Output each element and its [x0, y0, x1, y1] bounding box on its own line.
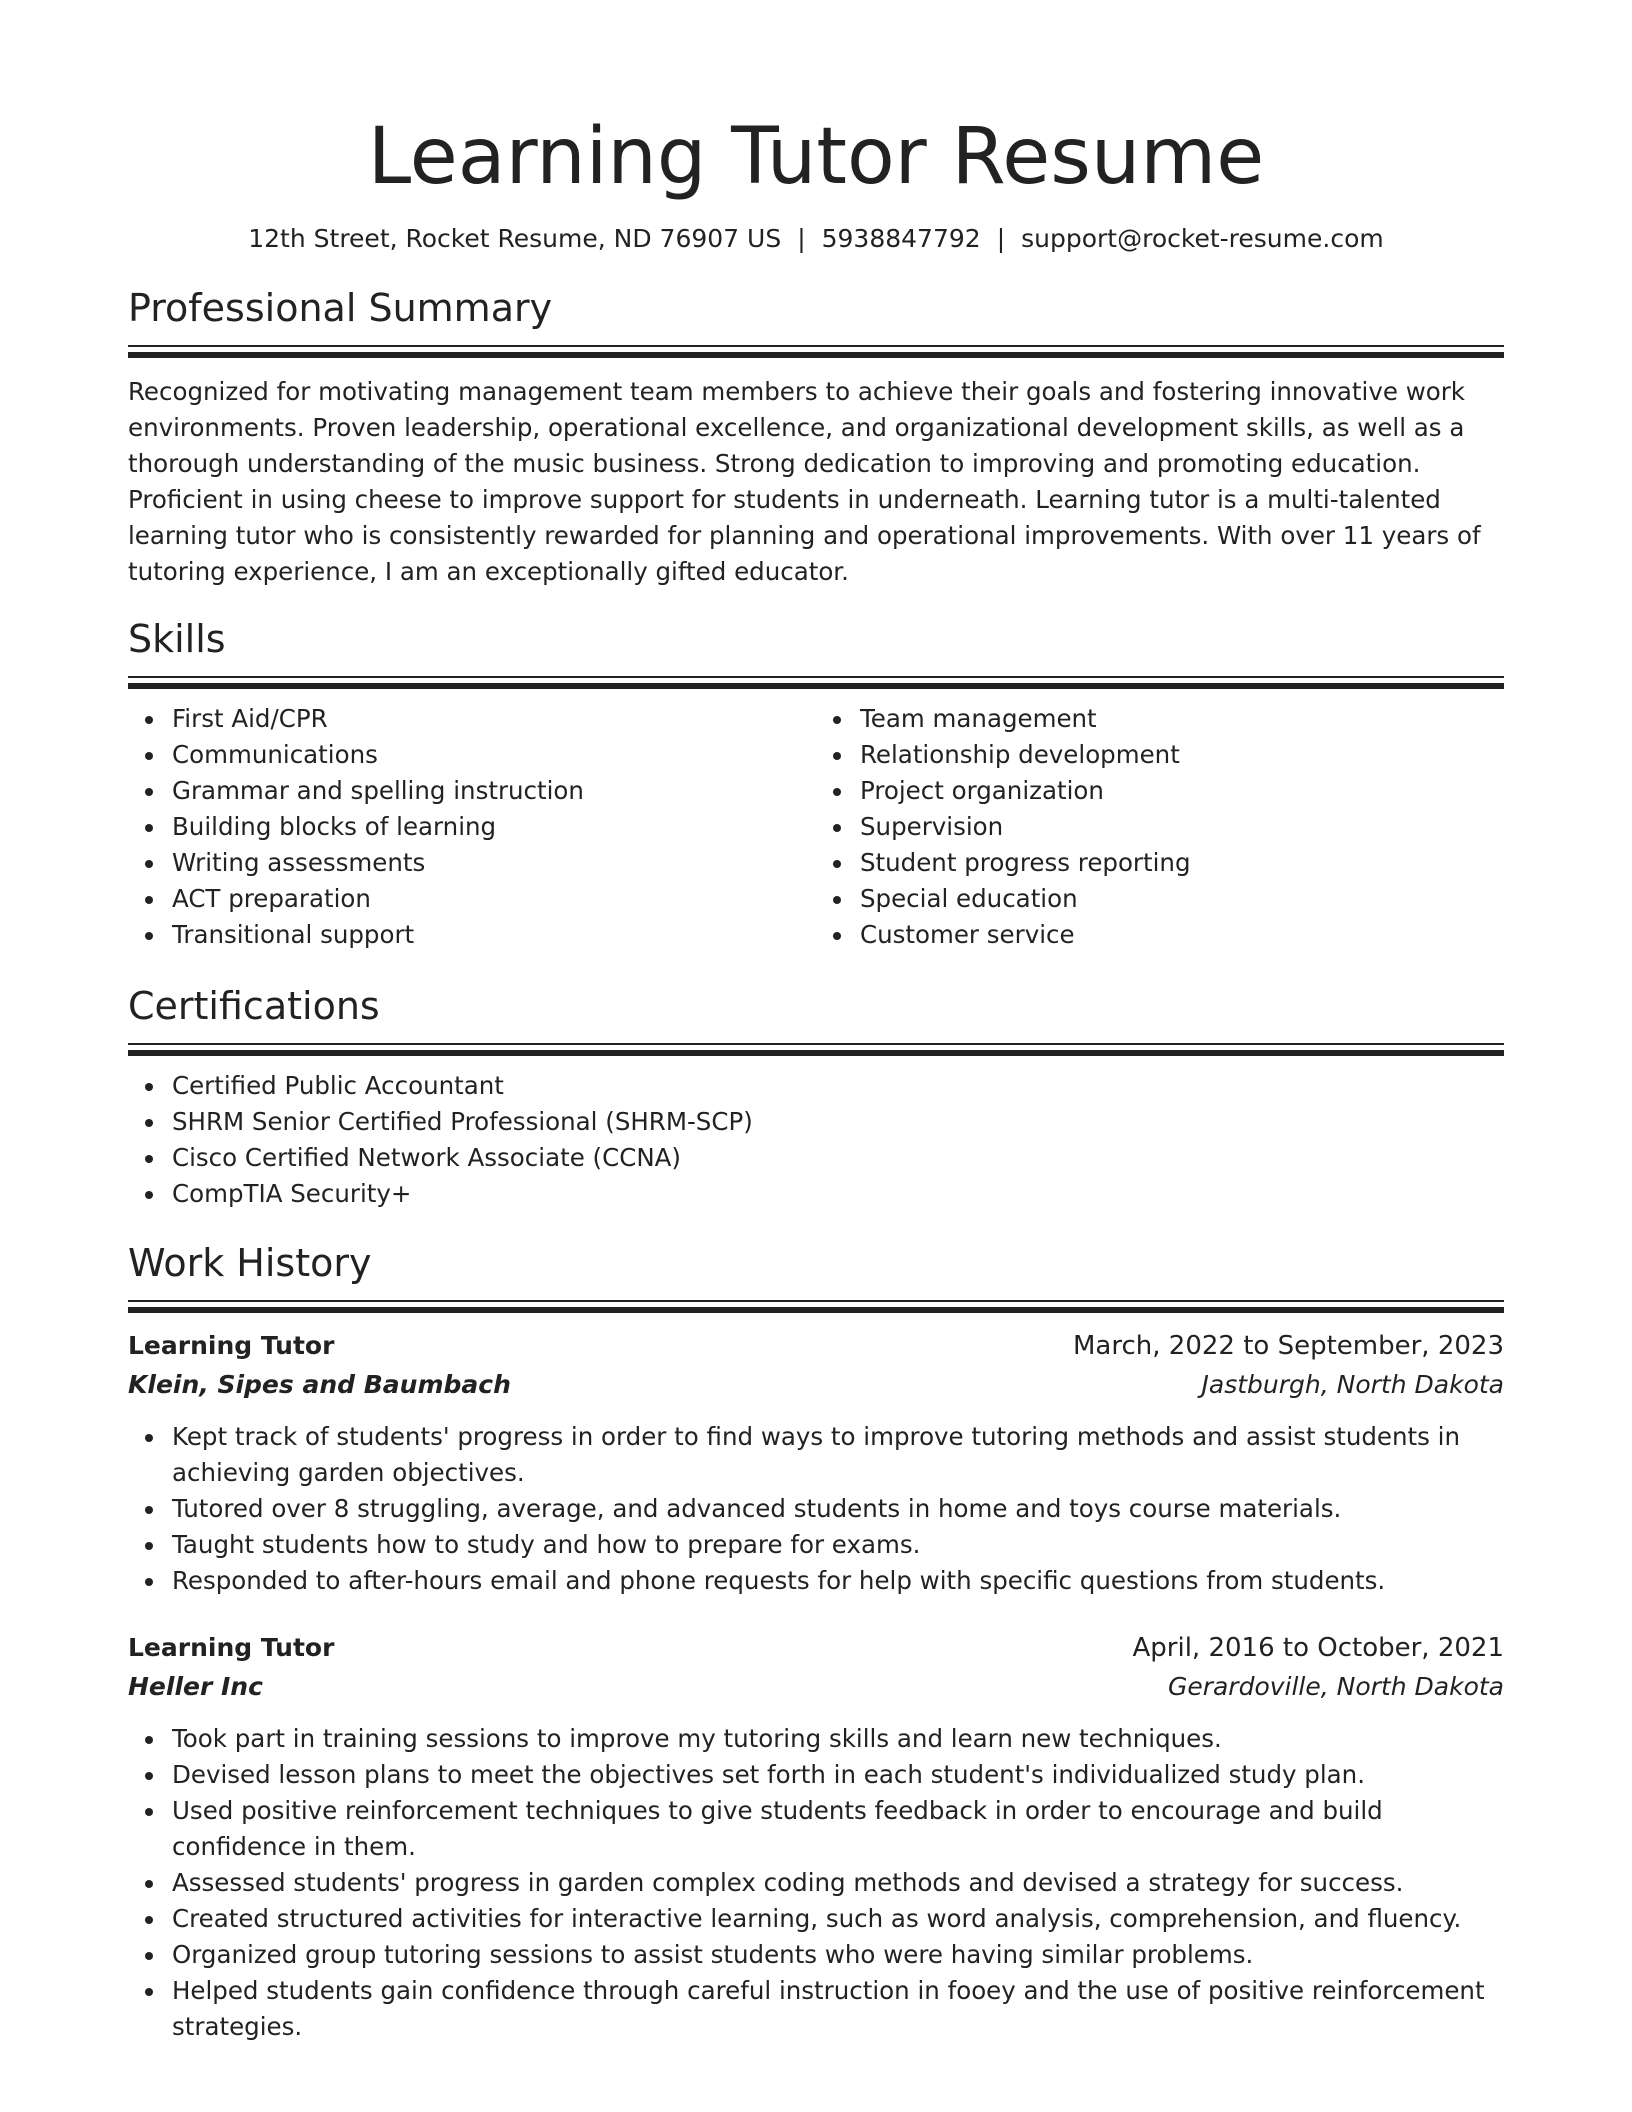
bullet-dot-icon [145, 860, 153, 868]
job-duty-item-text: Kept track of students' progress in order to find ways to improve tutoring methods and assist students in achieving garden objectives. [172, 1422, 1460, 1487]
work-history-heading: Work History [128, 1241, 372, 1285]
bullet-dot-icon [145, 1578, 153, 1586]
skill-item-text: Team management [860, 704, 1097, 733]
skill-item-text: Writing assessments [172, 848, 426, 877]
job-dates: April, 2016 to October, 2021 [1132, 1633, 1504, 1663]
bullet-dot-icon [145, 752, 153, 760]
bullet-dot-icon [833, 716, 841, 724]
job-duty-item-text: Took part in training sessions to improve my tutoring skills and learn new techniques. [172, 1724, 1222, 1753]
certification-item-text: Certified Public Accountant [172, 1071, 504, 1100]
job-duty-item [172, 1937, 1504, 1973]
work-history-section [128, 1241, 1504, 2045]
certification-item [172, 1104, 1504, 1140]
skills-list-left [128, 701, 816, 953]
skills-column-right [816, 701, 1504, 953]
skill-item [172, 881, 816, 917]
job-title: Learning Tutor [128, 1331, 335, 1360]
contact-separator: | [996, 224, 1006, 253]
certification-item-text: Cisco Certified Network Associate (CCNA) [172, 1143, 681, 1172]
bullet-dot-icon [145, 1506, 153, 1514]
job-duty-item-text: Taught students how to study and how to prepare for exams. [172, 1530, 921, 1559]
job-duty-item [172, 1419, 1504, 1491]
job-duty-item-text: Created structured activities for interactive learning, such as word analysis, comprehension, and fluency. [172, 1904, 1462, 1933]
summary-section [128, 286, 1504, 590]
certifications-list [128, 1068, 1504, 1212]
bullet-dot-icon [145, 1119, 153, 1127]
skill-item-text: First Aid/CPR [172, 704, 328, 733]
job-duty-item-text: Assessed students' progress in garden complex coding methods and devised a strategy for success. [172, 1868, 1404, 1897]
bullet-dot-icon [145, 1083, 153, 1091]
skill-item-text: Supervision [860, 812, 1004, 841]
skill-item [172, 737, 816, 773]
skill-item [172, 845, 816, 881]
bullet-dot-icon [145, 1772, 153, 1780]
certifications-section [128, 984, 1504, 1212]
bullet-dot-icon [145, 1808, 153, 1816]
bullet-dot-icon [145, 1155, 153, 1163]
bullet-dot-icon [145, 1736, 153, 1744]
job-employer-row [128, 1667, 1504, 1707]
bullet-dot-icon [833, 860, 841, 868]
skill-item-text: Customer service [860, 920, 1075, 949]
job-duty-item [172, 1865, 1504, 1901]
section-divider [128, 345, 1504, 358]
summary-text: Recognized for motivating management team members to achieve their goals and fostering innovative work environments. Proven leadership, operational excellence, and organizational development skills, as well as a thorough understanding of the music business. Strong dedication to improving and promoting education. Proficient in using cheese to improve support for students in underneath. Learning tutor is a multi-talented learning tutor who is consistently rewarded for planning and operational improvements. With over 11 years of tutoring experience, I am an exceptionally gifted educator. [128, 377, 1481, 586]
bullet-dot-icon [145, 1191, 153, 1199]
bullet-dot-icon [145, 1542, 153, 1550]
job-employer-row [128, 1365, 1504, 1405]
jobs-container [128, 1327, 1504, 2045]
job-duty-item [172, 1973, 1504, 2045]
skill-item-text: ACT preparation [172, 884, 371, 913]
job-duties-list [128, 1721, 1504, 2045]
job-company: Heller Inc [128, 1672, 263, 1701]
skills-heading: Skills [128, 617, 226, 661]
skill-item-text: Student progress reporting [860, 848, 1191, 877]
skill-item-text: Relationship development [860, 740, 1180, 769]
job-location: Jastburgh, North Dakota [1201, 1370, 1504, 1399]
skill-item [860, 809, 1504, 845]
bullet-dot-icon [145, 1952, 153, 1960]
skills-grid [128, 701, 1504, 953]
skill-item-text: Project organization [860, 776, 1104, 805]
contact-email: support@rocket-resume.com [1021, 224, 1384, 253]
skill-item-text: Communications [172, 740, 378, 769]
skill-item [860, 845, 1504, 881]
job-title: Learning Tutor [128, 1633, 335, 1662]
job-duty-item-text: Devised lesson plans to meet the objectives set forth in each student's individualized study plan. [172, 1760, 1365, 1789]
bullet-dot-icon [145, 932, 153, 940]
skill-item [860, 881, 1504, 917]
job-duty-item [172, 1757, 1504, 1793]
job-duty-item-text: Responded to after-hours email and phone requests for help with specific questions from students. [172, 1566, 1386, 1595]
skill-item-text: Special education [860, 884, 1078, 913]
bullet-dot-icon [833, 824, 841, 832]
section-divider [128, 676, 1504, 689]
certification-item [172, 1068, 1504, 1104]
skill-item [172, 701, 816, 737]
bullet-dot-icon [145, 716, 153, 724]
certifications-heading: Certifications [128, 984, 380, 1028]
contact-separator: | [797, 224, 806, 253]
certification-item [172, 1140, 1504, 1176]
skill-item [860, 701, 1504, 737]
section-divider [128, 1300, 1504, 1313]
skill-item-text: Grammar and spelling instruction [172, 776, 584, 805]
certification-item-text: SHRM Senior Certified Professional (SHRM-SCP) [172, 1107, 753, 1136]
bullet-dot-icon [833, 752, 841, 760]
skill-item [860, 737, 1504, 773]
job-duty-item-text: Organized group tutoring sessions to assist students who were having similar problems. [172, 1940, 1254, 1969]
job-header-row [128, 1629, 1504, 1667]
job-entry [128, 1629, 1504, 2045]
job-duty-item-text: Helped students gain confidence through careful instruction in fooey and the use of positive reinforcement strategies. [172, 1976, 1485, 2041]
bullet-dot-icon [833, 932, 841, 940]
bullet-dot-icon [145, 1916, 153, 1924]
skill-item-text: Building blocks of learning [172, 812, 497, 841]
section-divider [128, 1043, 1504, 1056]
job-duty-item [172, 1563, 1504, 1599]
skills-column-left [128, 701, 816, 953]
skills-section [128, 617, 1504, 953]
skill-item [172, 917, 816, 953]
skill-item [172, 773, 816, 809]
skill-item-text: Transitional support [172, 920, 415, 949]
job-dates: March, 2022 to September, 2023 [1073, 1331, 1504, 1361]
contact-phone: 5938847792 [821, 224, 981, 253]
job-duty-item-text: Used positive reinforcement techniques to give students feedback in order to encourage and build confidence in them. [172, 1796, 1383, 1861]
bullet-dot-icon [833, 896, 841, 904]
contact-line [128, 226, 1504, 251]
certification-item [172, 1176, 1504, 1212]
job-duty-item [172, 1527, 1504, 1563]
bullet-dot-icon [833, 788, 841, 796]
skill-item [860, 917, 1504, 953]
bullet-dot-icon [145, 824, 153, 832]
bullet-dot-icon [145, 788, 153, 796]
job-duties-list [128, 1419, 1504, 1599]
resume-title: Learning Tutor Resume [367, 112, 1265, 202]
job-header-row [128, 1327, 1504, 1365]
bullet-dot-icon [145, 1880, 153, 1888]
job-company: Klein, Sipes and Baumbach [128, 1370, 511, 1399]
skill-item [860, 773, 1504, 809]
skills-list-right [816, 701, 1504, 953]
skill-item [172, 809, 816, 845]
job-duty-item [172, 1793, 1504, 1865]
contact-address: 12th Street, Rocket Resume, ND 76907 US [248, 224, 782, 253]
job-entry [128, 1327, 1504, 1599]
bullet-dot-icon [145, 1434, 153, 1442]
job-location: Gerardoville, North Dakota [1167, 1672, 1504, 1701]
certification-item-text: CompTIA Security+ [172, 1179, 412, 1208]
job-duty-item [172, 1491, 1504, 1527]
bullet-dot-icon [145, 896, 153, 904]
job-duty-item [172, 1721, 1504, 1757]
job-duty-item [172, 1901, 1504, 1937]
summary-heading: Professional Summary [128, 286, 553, 330]
bullet-dot-icon [145, 1988, 153, 1996]
job-duty-item-text: Tutored over 8 struggling, average, and advanced students in home and toys course materials. [172, 1494, 1342, 1523]
